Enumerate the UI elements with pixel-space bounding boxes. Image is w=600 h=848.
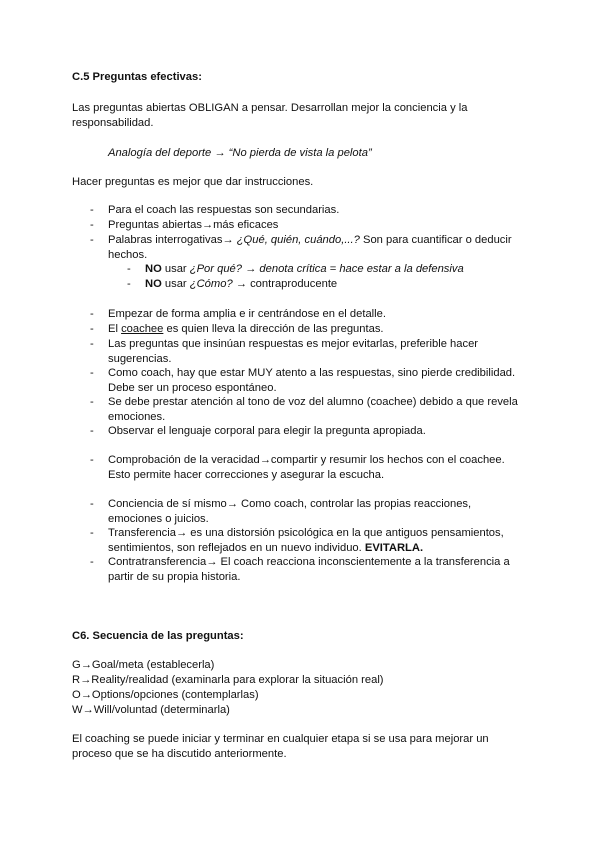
sub-bullet-bold: NO — [145, 278, 162, 290]
bullet-item: Como coach, hay que estar MUY atento a las respuestas, sino pierde credibilidad. Debe ser un proceso espontáneo. — [108, 367, 516, 394]
grow-item: G→Goal/meta (establecerla) — [72, 659, 215, 671]
sub-bullet-text: usar — [161, 278, 190, 290]
bullet-item: Empezar de forma amplia e ir centrándose en el detalle. — [108, 308, 386, 320]
bullet-dash: - — [90, 323, 94, 335]
bullet-item: Conciencia de sí mismo→ Como coach, controlar las propias reacciones, emociones o juicios. — [108, 498, 472, 525]
bullet-item: Observar el lenguaje corporal para elegir la pregunta apropiada. — [108, 425, 426, 437]
bullet-item: Se debe prestar atención al tono de voz del alumno (coachee) debido a que revela emociones. — [108, 396, 518, 423]
bullet-text: Son para cuantificar o deducir hechos. — [108, 234, 512, 261]
bullet-dash: - — [90, 454, 94, 466]
closing-paragraph: El coaching se puede iniciar y terminar en cualquier etapa si se usa para mejorar un proceso que se ha discutido anteriormente. — [72, 733, 489, 760]
section-title-c5: C.5 Preguntas efectivas: — [72, 71, 202, 83]
sub-bullet-item — [145, 262, 464, 277]
bullet-item-coachee — [108, 322, 528, 337]
intro-paragraph: Las preguntas abiertas OBLIGAN a pensar. Desarrollan mejor la conciencia y la responsabilidad. — [72, 102, 468, 129]
bullet-text: El — [108, 323, 122, 335]
bullet-dash: - — [90, 338, 94, 350]
bullet-dash: - — [90, 556, 94, 568]
bullet-item-transferencia — [108, 526, 528, 556]
bullet-item-contratransferencia: Contratransferencia→ El coach reacciona inconscientemente a la transferencia a partir de su propia historia. — [108, 556, 510, 583]
bullet-dash: - — [90, 498, 94, 510]
bullet-item: Preguntas abiertas→más eficaces — [108, 219, 279, 231]
bullet-dash: - — [90, 204, 94, 216]
sub-bullet-text: usar — [161, 263, 190, 275]
grow-item: W→Will/voluntad (determinarla) — [72, 704, 230, 716]
bullet-italic-text: ¿Qué, quién, cuándo,...? — [236, 234, 360, 246]
bullet-dash: - — [90, 219, 94, 231]
sub-bullet-dash: - — [127, 263, 131, 275]
bullet-dash: - — [90, 234, 94, 246]
bullet-text: Transferencia→ es una distorsión psicológica en la que antiguos pensamientos, sentimientos, son reflejados en un nuevo individuo. — [108, 527, 504, 554]
bullet-text: Palabras interrogativas→ — [108, 234, 237, 246]
sub-bullet-item — [145, 277, 337, 292]
bullet-bold-text: EVITARLA. — [364, 542, 424, 554]
bullet-dash: - — [90, 425, 94, 437]
bullet-dash: - — [90, 308, 94, 320]
sub-bullet-dash: - — [127, 278, 131, 290]
bullet-dash: - — [90, 527, 94, 539]
bullet-dash: - — [90, 396, 94, 408]
bullet-text: es quien lleva la dirección de las preguntas. — [163, 323, 384, 335]
sub-bullet-after: → contraproducente — [232, 278, 338, 290]
underlined-term: coachee — [121, 323, 164, 335]
bullet-item-veracidad: Comprobación de la veracidad→compartir y resumir los hechos con el coachee. Esto permite hacer correcciones y asegurar la escucha. — [108, 454, 505, 481]
sub-bullet-bold: NO — [145, 263, 162, 275]
grow-item: O→Options/opciones (contemplarlas) — [72, 689, 259, 701]
bullet-item-interrogativas — [108, 233, 528, 263]
bullet-item: Para el coach las respuestas son secundarias. — [108, 204, 340, 216]
section-title-c6: C6. Secuencia de las preguntas: — [72, 630, 244, 642]
grow-item: R→Reality/realidad (examinarla para explorar la situación real) — [72, 674, 384, 686]
statement-line: Hacer preguntas es mejor que dar instrucciones. — [72, 176, 314, 188]
sub-bullet-italic: ¿Por qué? → denota crítica = hace estar a la defensiva — [189, 263, 464, 275]
analogy-line: Analogía del deporte → “No pierda de vista la pelota” — [108, 147, 372, 159]
bullet-dash: - — [90, 367, 94, 379]
sub-bullet-italic: ¿Cómo? — [189, 278, 233, 290]
bullet-item: Las preguntas que insinúan respuestas es mejor evitarlas, preferible hacer sugerencias. — [108, 338, 479, 365]
